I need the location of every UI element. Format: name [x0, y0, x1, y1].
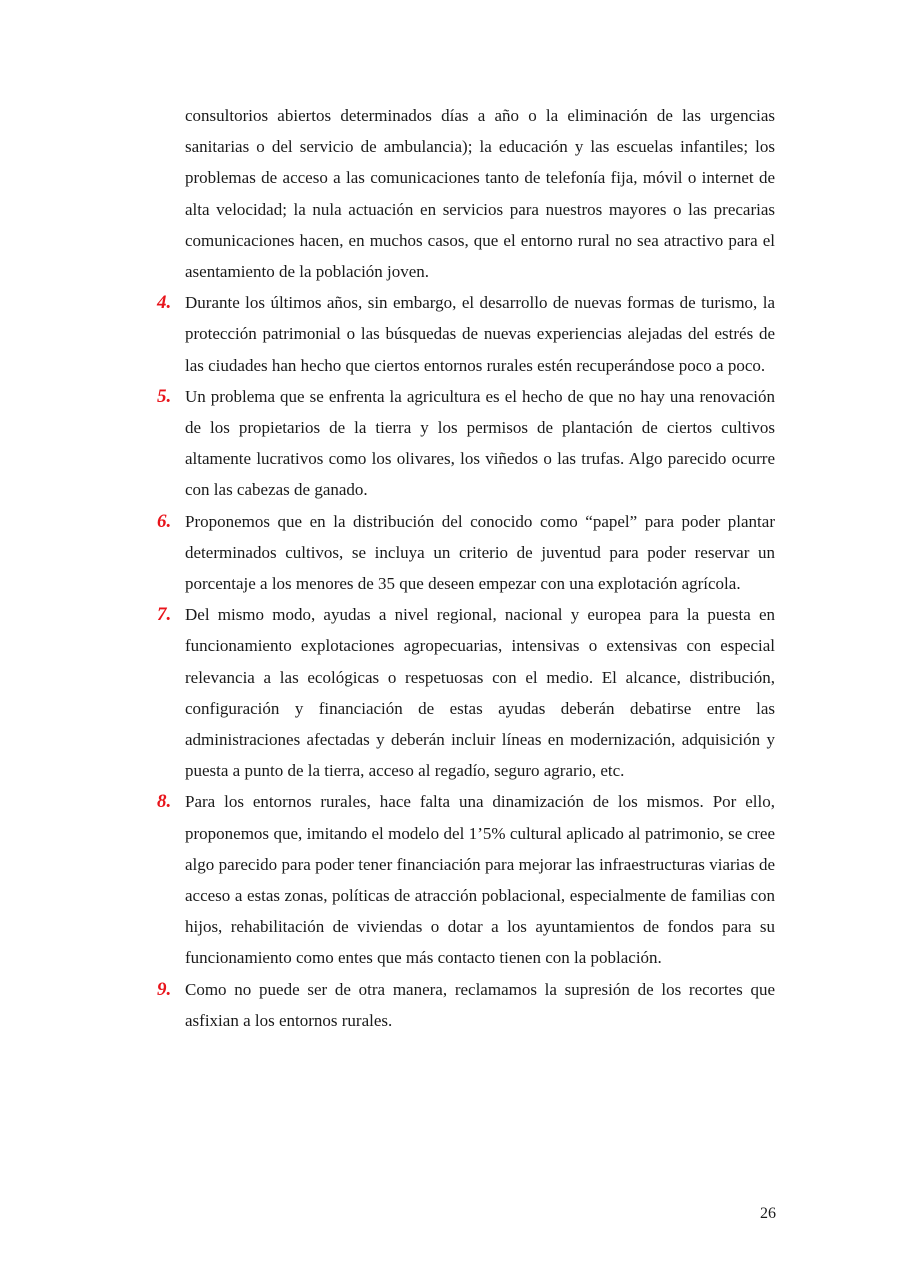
list-number: 9.	[157, 978, 172, 1000]
list-number: 4.	[157, 292, 172, 314]
list-item-text: Del mismo modo, ayudas a nivel regional, nacional y europea para la puesta en funcionamiento explotaciones agropecuarias, intensivas o extensivas con especial relevancia a las ecológicas o respetuosas con el medio. El alcance, distribución, configuración y financiación de estas ayudas deberán debatirse entre las administraciones afectadas y deberán incluir líneas en modernización, adquisición y puesta a punto de la tierra, acceso al regadío, seguro agrario, etc.	[185, 605, 775, 781]
list-number: 8.	[157, 791, 172, 813]
list-item-text: Como no puede ser de otra manera, reclamamos la supresión de los recortes que asfixian a los entornos rurales.	[185, 979, 775, 1030]
page-number: 26	[760, 1205, 776, 1222]
list-item-7	[157, 599, 775, 786]
list-item-8	[157, 786, 775, 973]
list-item-9	[157, 974, 775, 1036]
list-item-6	[157, 506, 775, 600]
list-item-5	[157, 381, 775, 506]
page-content	[157, 100, 775, 1036]
list-item-text: Para los entornos rurales, hace falta una dinamización de los mismos. Por ello, proponemos que, imitando el modelo del 1’5% cultural aplicado al patrimonio, se cree algo parecido para poder tener financiación para mejorar las infraestructuras viarias de acceso a estas zonas, políticas de atracción poblacional, especialmente de familias con hijos, rehabilitación de viviendas o dotar a los ayuntamientos de fondos para su funcionamiento como entes que más contacto tienen con la población.	[185, 792, 775, 968]
list-number: 6.	[157, 510, 172, 532]
list-number: 7.	[157, 604, 172, 626]
list-item-text: Un problema que se enfrenta la agricultura es el hecho de que no hay una renovación de los propietarios de la tierra y los permisos de plantación de ciertos cultivos altamente lucrativos como los olivares, los viñedos o las trufas. Algo parecido ocurre con las cabezas de ganado.	[185, 386, 775, 500]
list-item-text: Proponemos que en la distribución del conocido como “papel” para poder plantar determinados cultivos, se incluya un criterio de juventud para poder reservar un porcentaje a los menores de 35 que deseen empezar con una explotación agrícola.	[185, 511, 775, 594]
list-item-text: Durante los últimos años, sin embargo, el desarrollo de nuevas formas de turismo, la protección patrimonial o las búsquedas de nuevas experiencias alejadas del estrés de las ciudades han hecho que ciertos entornos rurales estén recuperándose poco a poco.	[185, 293, 775, 375]
intro-paragraph: consultorios abiertos determinados días a año o la eliminación de las urgencias sanitarias o del servicio de ambulancia); la educación y las escuelas infantiles; los problemas de acceso a las comunicaciones tanto de telefonía fija, móvil o internet de alta velocidad; la nula actuación en servicios para nuestros mayores o las precarias comunicaciones hacen, en muchos casos, que el entorno rural no sea atractivo para el asentamiento de la población joven.	[185, 106, 775, 282]
list-item-4	[157, 287, 775, 381]
list-number: 5.	[157, 385, 172, 407]
